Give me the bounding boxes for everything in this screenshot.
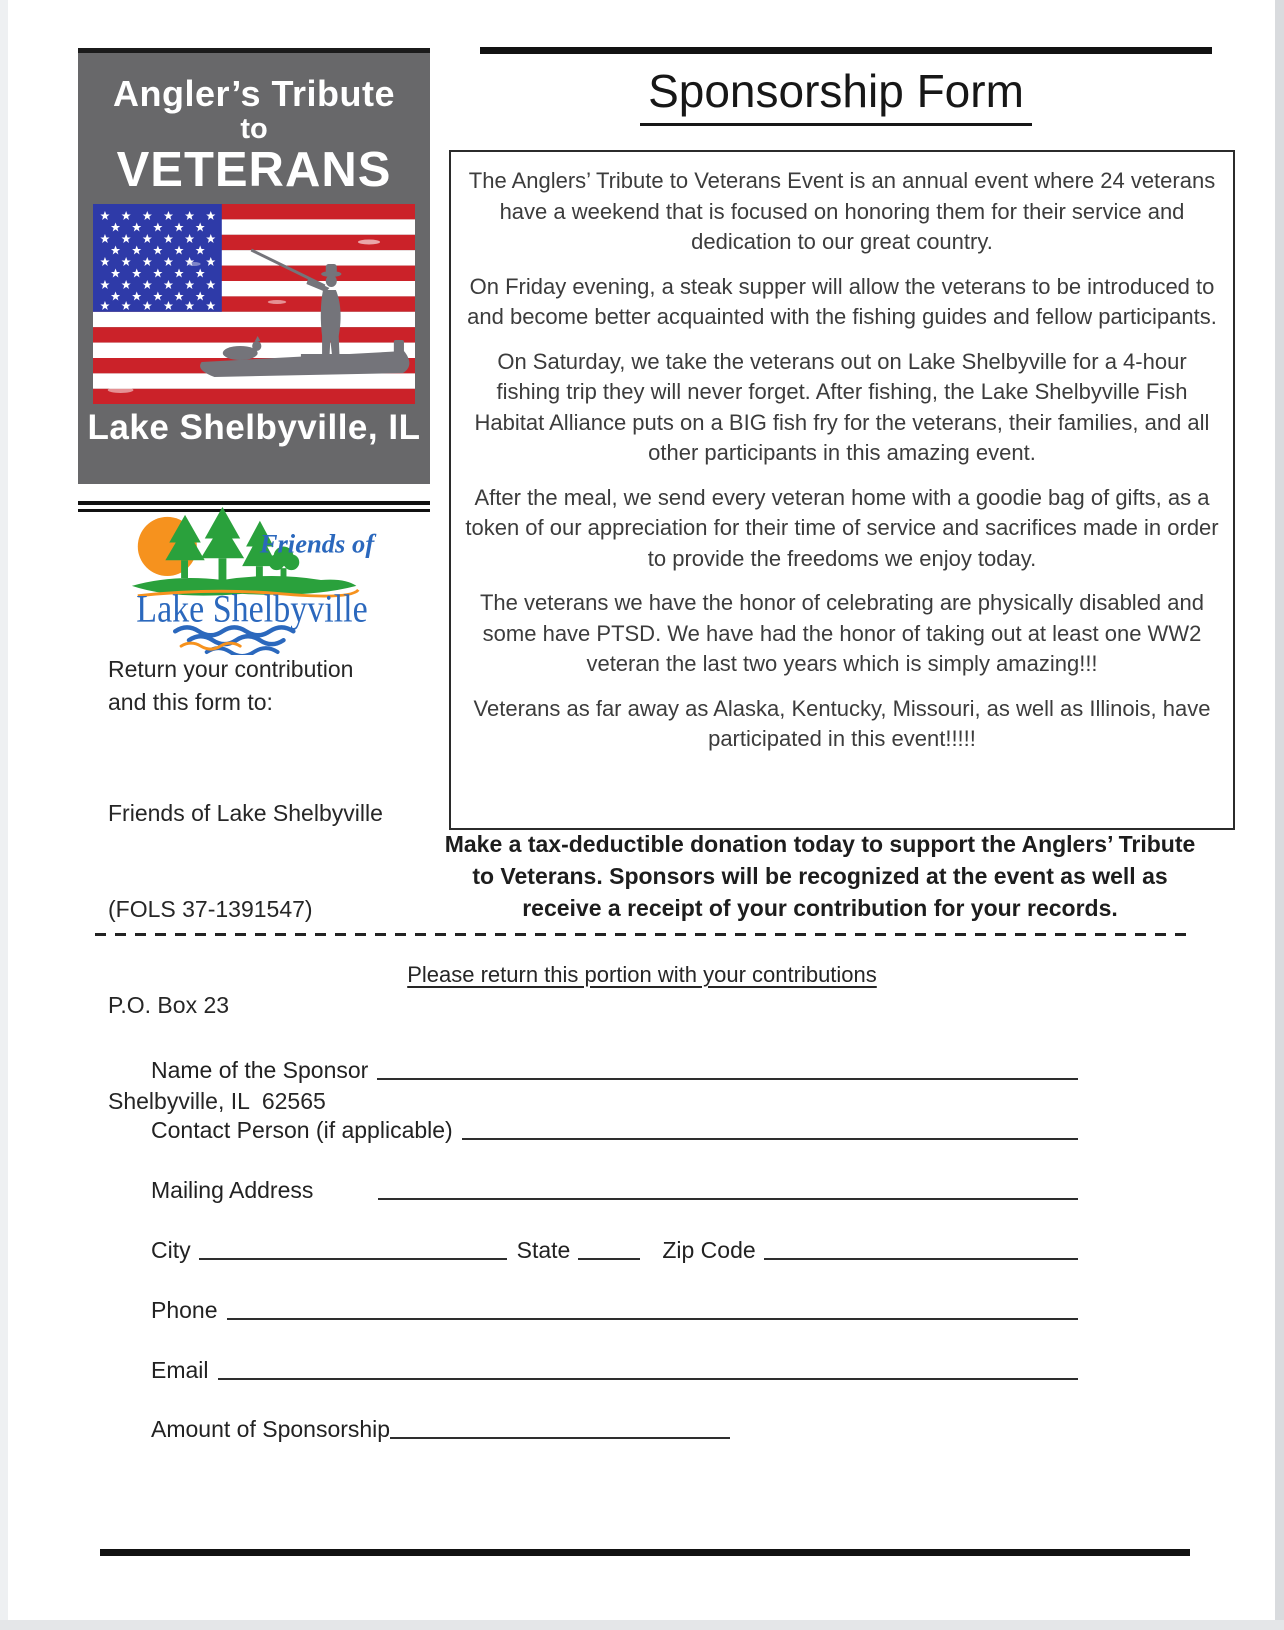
cut-line bbox=[95, 933, 1192, 936]
zip-code-input-line[interactable] bbox=[764, 1256, 1078, 1260]
about-paragraph: On Friday evening, a steak supper will allow the veterans to be introduced to and become better acquainted with the fishing guides and fellow participants. bbox=[467, 273, 1217, 329]
city-state-zip-row bbox=[151, 1230, 1078, 1264]
sponsor-name-label: Name of the Sponsor bbox=[151, 1057, 369, 1083]
contact-person-row bbox=[151, 1110, 1078, 1144]
email-row bbox=[151, 1350, 1078, 1384]
mailing-address-input-line[interactable] bbox=[378, 1196, 1078, 1200]
zip-code-label: Zip Code bbox=[662, 1237, 756, 1263]
sponsor-name-input-line[interactable] bbox=[377, 1076, 1078, 1080]
footer-rule bbox=[100, 1549, 1190, 1556]
page-edge bbox=[0, 0, 8, 1630]
return-instructions-line1: Return your contribution bbox=[108, 656, 354, 682]
amount-input-line[interactable] bbox=[390, 1435, 730, 1439]
page-title-wrap bbox=[460, 64, 1212, 126]
city-input-line[interactable] bbox=[199, 1256, 507, 1260]
poster-title-line1: Angler’s Tribute bbox=[112, 73, 396, 114]
american-flag-fisherman-image bbox=[93, 204, 415, 404]
phone-input-line[interactable] bbox=[227, 1316, 1078, 1320]
return-instructions-line2: and this form to: bbox=[108, 689, 273, 715]
about-paragraph: The Anglers’ Tribute to Veterans Event is an annual event where 24 veterans have a weekend that is focused on honoring them for their service and dedication to our great country. bbox=[468, 168, 1216, 254]
amount-label: Amount of Sponsorship bbox=[151, 1416, 391, 1442]
address-fols-id: (FOLS 37-1391547) bbox=[108, 896, 313, 922]
event-description-box bbox=[449, 150, 1235, 830]
about-paragraph: On Saturday, we take the veterans out on Lake Shelbyville for a 4-hour fishing trip they will never forget. After fishing, the Lake Shelbyville Fish Habitat Alliance puts on a BIG fish fry for the veterans, their families, and all other participants in this amazing event. bbox=[474, 348, 1210, 465]
return-instructions bbox=[108, 653, 353, 719]
page-edge bbox=[0, 1620, 1284, 1630]
event-poster bbox=[78, 48, 430, 484]
address-city-state-zip: Shelbyville, IL 62565 bbox=[108, 1088, 326, 1114]
poster-title-line3: VETERANS bbox=[116, 143, 392, 197]
poster-location: Lake Shelbyville, IL bbox=[87, 408, 421, 447]
email-input-line[interactable] bbox=[218, 1376, 1078, 1380]
waves-icon bbox=[175, 627, 293, 655]
address-po-box: P.O. Box 23 bbox=[108, 992, 230, 1018]
mailing-address-row bbox=[151, 1170, 1078, 1204]
mailing-address-label: Mailing Address bbox=[151, 1177, 314, 1203]
logo-script-text: Friends of bbox=[259, 528, 375, 559]
address-org: Friends of Lake Shelbyville bbox=[108, 800, 383, 826]
city-label: City bbox=[151, 1237, 191, 1263]
state-input-line[interactable] bbox=[578, 1256, 640, 1260]
donation-cta: Make a tax-deductible donation today to support the Anglers’ Tribute to Veterans. Sponsors will be recognized at the event as well as receive a receipt of your contribution for your records. bbox=[444, 831, 1196, 921]
header-rule bbox=[480, 47, 1212, 54]
about-paragraph: The veterans we have the honor of celebrating are physically disabled and some have PTSD. We have had the honor of taking out at least one WW2 veteran the last two years which is simply amazing!!! bbox=[479, 590, 1204, 676]
email-label: Email bbox=[151, 1357, 209, 1383]
about-paragraph: Veterans as far away as Alaska, Kentucky, Missouri, as well as Illinois, have participated in this event!!!!! bbox=[473, 695, 1211, 751]
phone-label: Phone bbox=[151, 1297, 218, 1323]
contact-person-input-line[interactable] bbox=[462, 1136, 1078, 1140]
amount-row bbox=[151, 1409, 1078, 1443]
about-paragraph: After the meal, we send every veteran home with a goodie bag of gifts, as a token of our appreciation for their time of service and sacrifices made in order to provide the freedoms we enjoy today. bbox=[465, 484, 1219, 571]
phone-row bbox=[151, 1290, 1078, 1324]
state-label: State bbox=[516, 1237, 571, 1263]
cut-note: Please return this portion with your contributions bbox=[407, 962, 877, 987]
page-title: Sponsorship Form bbox=[640, 64, 1032, 126]
contact-person-label: Contact Person (if applicable) bbox=[151, 1117, 453, 1143]
sponsor-name-row bbox=[151, 1050, 1078, 1084]
page-edge bbox=[1275, 0, 1284, 1630]
friends-of-lake-shelbyville-logo bbox=[124, 505, 380, 655]
poster-title-line2: to bbox=[240, 113, 268, 145]
logo-org-name: Lake Shelbyville bbox=[136, 586, 368, 631]
